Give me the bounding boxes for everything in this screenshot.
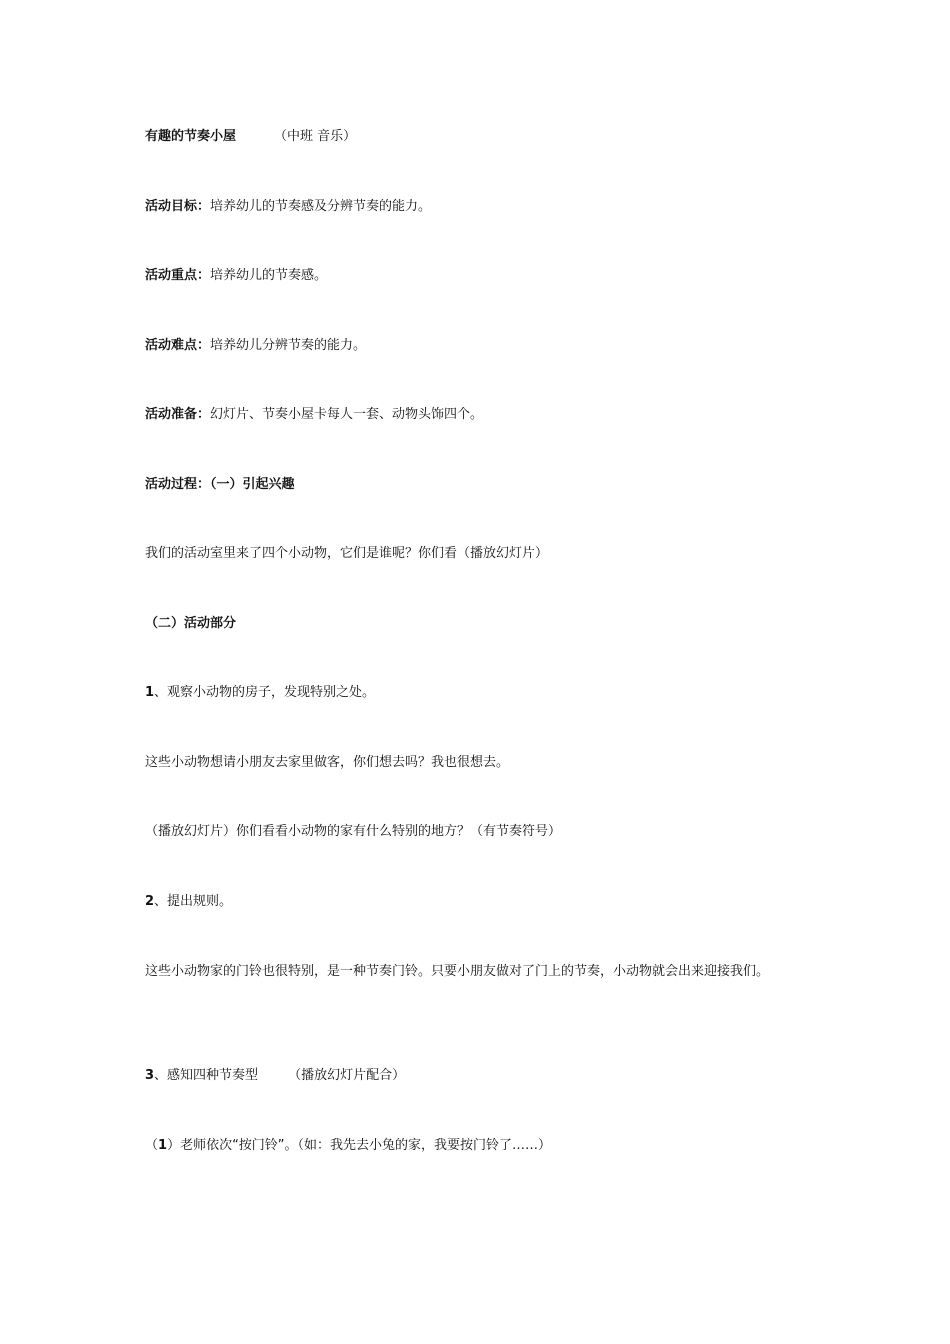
goal-text: 培养幼儿的节奏感及分辨节奏的能力。 (210, 199, 432, 214)
difficulty-text: 培养幼儿分辨节奏的能力。 (210, 338, 367, 353)
step-three-sub-one (145, 1138, 815, 1154)
step-one-number: 1 (145, 685, 155, 700)
key-point-label: 活动重点： (145, 268, 211, 283)
sub-one-open-paren: （ (145, 1138, 159, 1153)
preparation-text: 幻灯片、节奏小屋卡每人一套、动物头饰四个。 (210, 407, 484, 422)
step-three-text: 、感知四种节奏型 (154, 1068, 259, 1083)
intro-paragraph: 我们的活动室里来了四个小动物，它们是谁呢？你们看（播放幻灯片） (145, 546, 549, 561)
doc-title-note: （中班 音乐） (274, 129, 357, 144)
step-one-paragraph-1: 这些小动物想请小朋友去家里做客，你们想去吗？我也很想去。 (145, 755, 510, 770)
process-text: （一）引起兴趣 (210, 477, 295, 492)
difficulty-line (145, 338, 815, 354)
step-two-text: 、提出规则。 (154, 894, 233, 909)
step-one-text: 、观察小动物的房子，发现特别之处。 (154, 685, 376, 700)
step-one-paragraph-2: （播放幻灯片）你们看看小动物的家有什么特别的地方？（有节奏符号） (145, 824, 562, 839)
step-three-note: （播放幻灯片配合） (288, 1068, 406, 1083)
goal-label: 活动目标： (145, 199, 211, 214)
key-point-text: 培养幼儿的节奏感。 (210, 268, 328, 283)
key-point-line (145, 268, 815, 284)
doc-title-line (145, 129, 815, 145)
step-three-number: 3 (145, 1068, 155, 1083)
sub-one-text: ）老师依次“按门铃”。（如：我先去小兔的家，我要按门铃了……） (167, 1138, 552, 1153)
section-two-heading: （二）活动部分 (145, 616, 237, 631)
goal-line (145, 199, 815, 215)
step-one-line (145, 685, 815, 701)
step-two-number: 2 (145, 894, 155, 909)
sub-one-number: 1 (158, 1138, 168, 1153)
preparation-label: 活动准备： (145, 407, 211, 422)
process-label: 活动过程： (145, 477, 211, 492)
process-line (145, 477, 815, 493)
preparation-line (145, 407, 815, 423)
step-three-line (145, 1068, 815, 1084)
step-two-line (145, 894, 815, 910)
difficulty-label: 活动难点： (145, 338, 211, 353)
step-two-paragraph: 这些小动物家的门铃也很特别，是一种节奏门铃。只要小朋友做对了门上的节奏，小动物就会出来迎接我们。 (145, 964, 770, 979)
doc-title: 有趣的节奏小屋 (145, 129, 237, 144)
